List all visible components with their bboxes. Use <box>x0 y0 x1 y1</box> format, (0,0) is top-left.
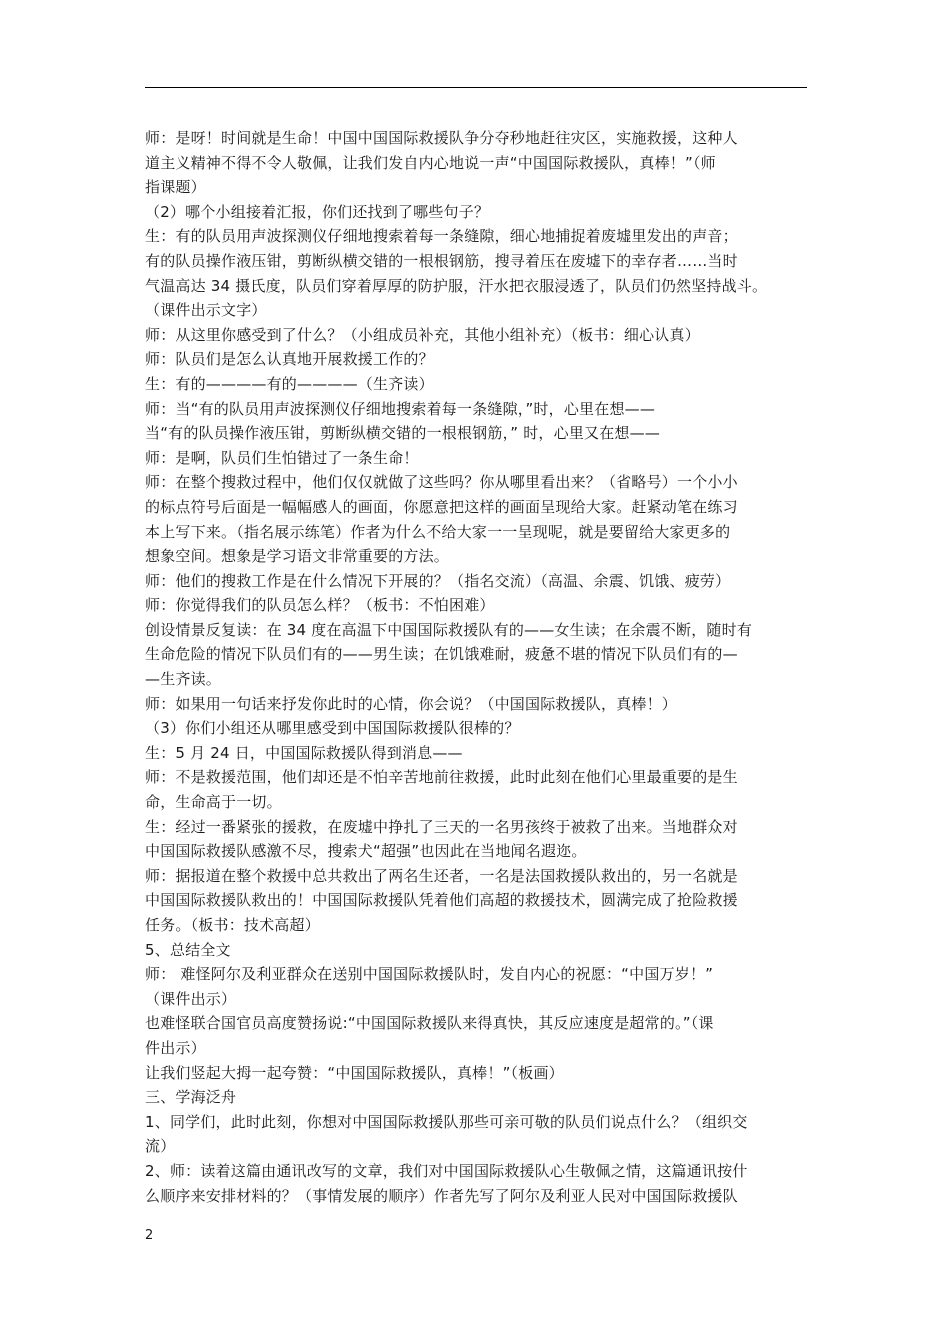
text-line: 件出示） <box>145 1038 206 1057</box>
text-line: 有的队员操作液压钳，剪断纵横交错的一根根钢筋，搜寻着压在废墟下的幸存者……当时 <box>145 251 738 270</box>
text-line: 中国国际救援队救出的！中国国际救援队凭着他们高超的救援技术，圆满完成了抢险救援 <box>145 891 738 910</box>
text-line: 师：是啊，队员们生怕错过了一条生命！ <box>145 448 419 467</box>
text-line: 师： 难怪阿尔及利亚群众在送别中国国际救援队时，发自内心的祝愿：“中国万岁！” <box>145 965 714 984</box>
text-line: 生：5 月 24 日，中国国际救援队得到消息—— <box>145 743 463 762</box>
text-line: 想象空间。想象是学习语文非常重要的方法。 <box>145 547 450 566</box>
page-number: 2 <box>145 1228 154 1243</box>
text-line: —生齐读。 <box>145 670 222 689</box>
text-line: 师：当“有的队员用声波探测仪仔细地搜索着每一条缝隙，”时，心里在想—— <box>145 399 656 418</box>
text-line: 也难怪联合国官员高度赞扬说:“中国国际救援队来得真快，其反应速度是超常的。”（课 <box>145 1014 714 1033</box>
text-line: 中国国际救援队感激不尽，搜索犬“超强”也因此在当地闻名遐迩。 <box>145 842 587 861</box>
text-line: 指课题） <box>145 178 206 197</box>
text-line: 师：如果用一句话来抒发你此时的心情，你会说？（中国国际救援队，真棒！） <box>145 694 678 713</box>
text-line: 2、师：读着这篇由通讯改写的文章，我们对中国国际救援队心生敬佩之情，这篇通讯按什 <box>145 1161 748 1180</box>
text-line: 1、同学们，此时此刻，你想对中国国际救援队那些可亲可敬的队员们说点什么？（组织交 <box>145 1112 748 1131</box>
text-line: 5、总结全文 <box>145 940 231 959</box>
text-line: 让我们竖起大拇一起夸赞：“中国国际救援队，真棒！”（板画） <box>145 1063 564 1082</box>
text-line: 师：据报道在整个救援中总共救出了两名生还者，一名是法国救援队救出的，另一名就是 <box>145 866 738 885</box>
text-line: 师：队员们是怎么认真地开展救援工作的？ <box>145 350 434 369</box>
text-line: 气温高达 34 摄氏度，队员们穿着厚厚的防护服，汗水把衣服浸透了，队员们仍然坚持战斗。 <box>145 276 768 295</box>
text-line: 师：从这里你感受到了什么？（小组成员补充，其他小组补充）（板书：细心认真） <box>145 325 700 344</box>
text-line: （课件出示） <box>145 989 237 1008</box>
text-line: 命，生命高于一切。 <box>145 793 282 812</box>
text-line: 当“有的队员操作液压钳，剪断纵横交错的一根根钢筋，” 时，心里又在想—— <box>145 424 661 443</box>
text-line: 创设情景反复读：在 34 度在高温下中国国际救援队有的——女生读；在余震不断，随时有 <box>145 620 753 639</box>
text-line: 生：有的————有的————（生齐读） <box>145 374 434 393</box>
text-line: 师：你觉得我们的队员怎么样？（板书：不怕困难） <box>145 596 495 615</box>
header-rule <box>145 87 807 88</box>
text-line: 师：在整个搜救过程中，他们仅仅就做了这些吗？你从哪里看出来？（省略号）一个小小 <box>145 473 738 492</box>
text-line: 生：有的队员用声波探测仪仔细地搜索着每一条缝隙，细心地捕捉着废墟里发出的声音； <box>145 227 738 246</box>
document-body <box>145 126 810 1208</box>
text-line: 师：是呀！时间就是生命！中国中国国际救援队争分夺秒地赶往灾区，实施救援，这种人 <box>145 129 738 147</box>
text-line: 三、学海泛舟 <box>145 1088 237 1107</box>
text-line: （2）哪个小组接着汇报，你们还找到了哪些句子？ <box>145 202 490 221</box>
text-line: 流） <box>145 1137 176 1156</box>
text-line: 的标点符号后面是一幅幅感人的画面，你愿意把这样的画面呈现给大家。赶紧动笔在练习 <box>145 497 738 516</box>
text-line: 本上写下来。（指名展示练笔）作者为什么不给大家一一呈现呢，就是要留给大家更多的 <box>145 522 731 541</box>
text-line: 道主义精神不得不令人敬佩，让我们发自内心地说一声“中国国际救援队，真棒！”（师 <box>145 153 716 172</box>
text-line: 师：他们的搜救工作是在什么情况下开展的？（指名交流）（高温、余震、饥饿、疲劳） <box>145 571 731 590</box>
text-line: （课件出示文字） <box>145 301 267 320</box>
text-line: 师：不是救援范围，他们却还是不怕辛苦地前往救援，此时此刻在他们心里最重要的是生 <box>145 768 738 787</box>
text-line: 生：经过一番紧张的援救，在废墟中挣扎了三天的一名男孩终于被救了出来。当地群众对 <box>145 817 738 836</box>
text-line: 任务。（板书：技术高超） <box>145 916 320 934</box>
text-line: （3）你们小组还从哪里感受到中国国际救援队很棒的？ <box>145 719 520 738</box>
text-line: 生命危险的情况下队员们有的——男生读；在饥饿难耐，疲惫不堪的情况下队员们有的— <box>145 645 738 664</box>
text-line: 么顺序来安排材料的？（事情发展的顺序）作者先写了阿尔及利亚人民对中国国际救援队 <box>145 1186 738 1205</box>
